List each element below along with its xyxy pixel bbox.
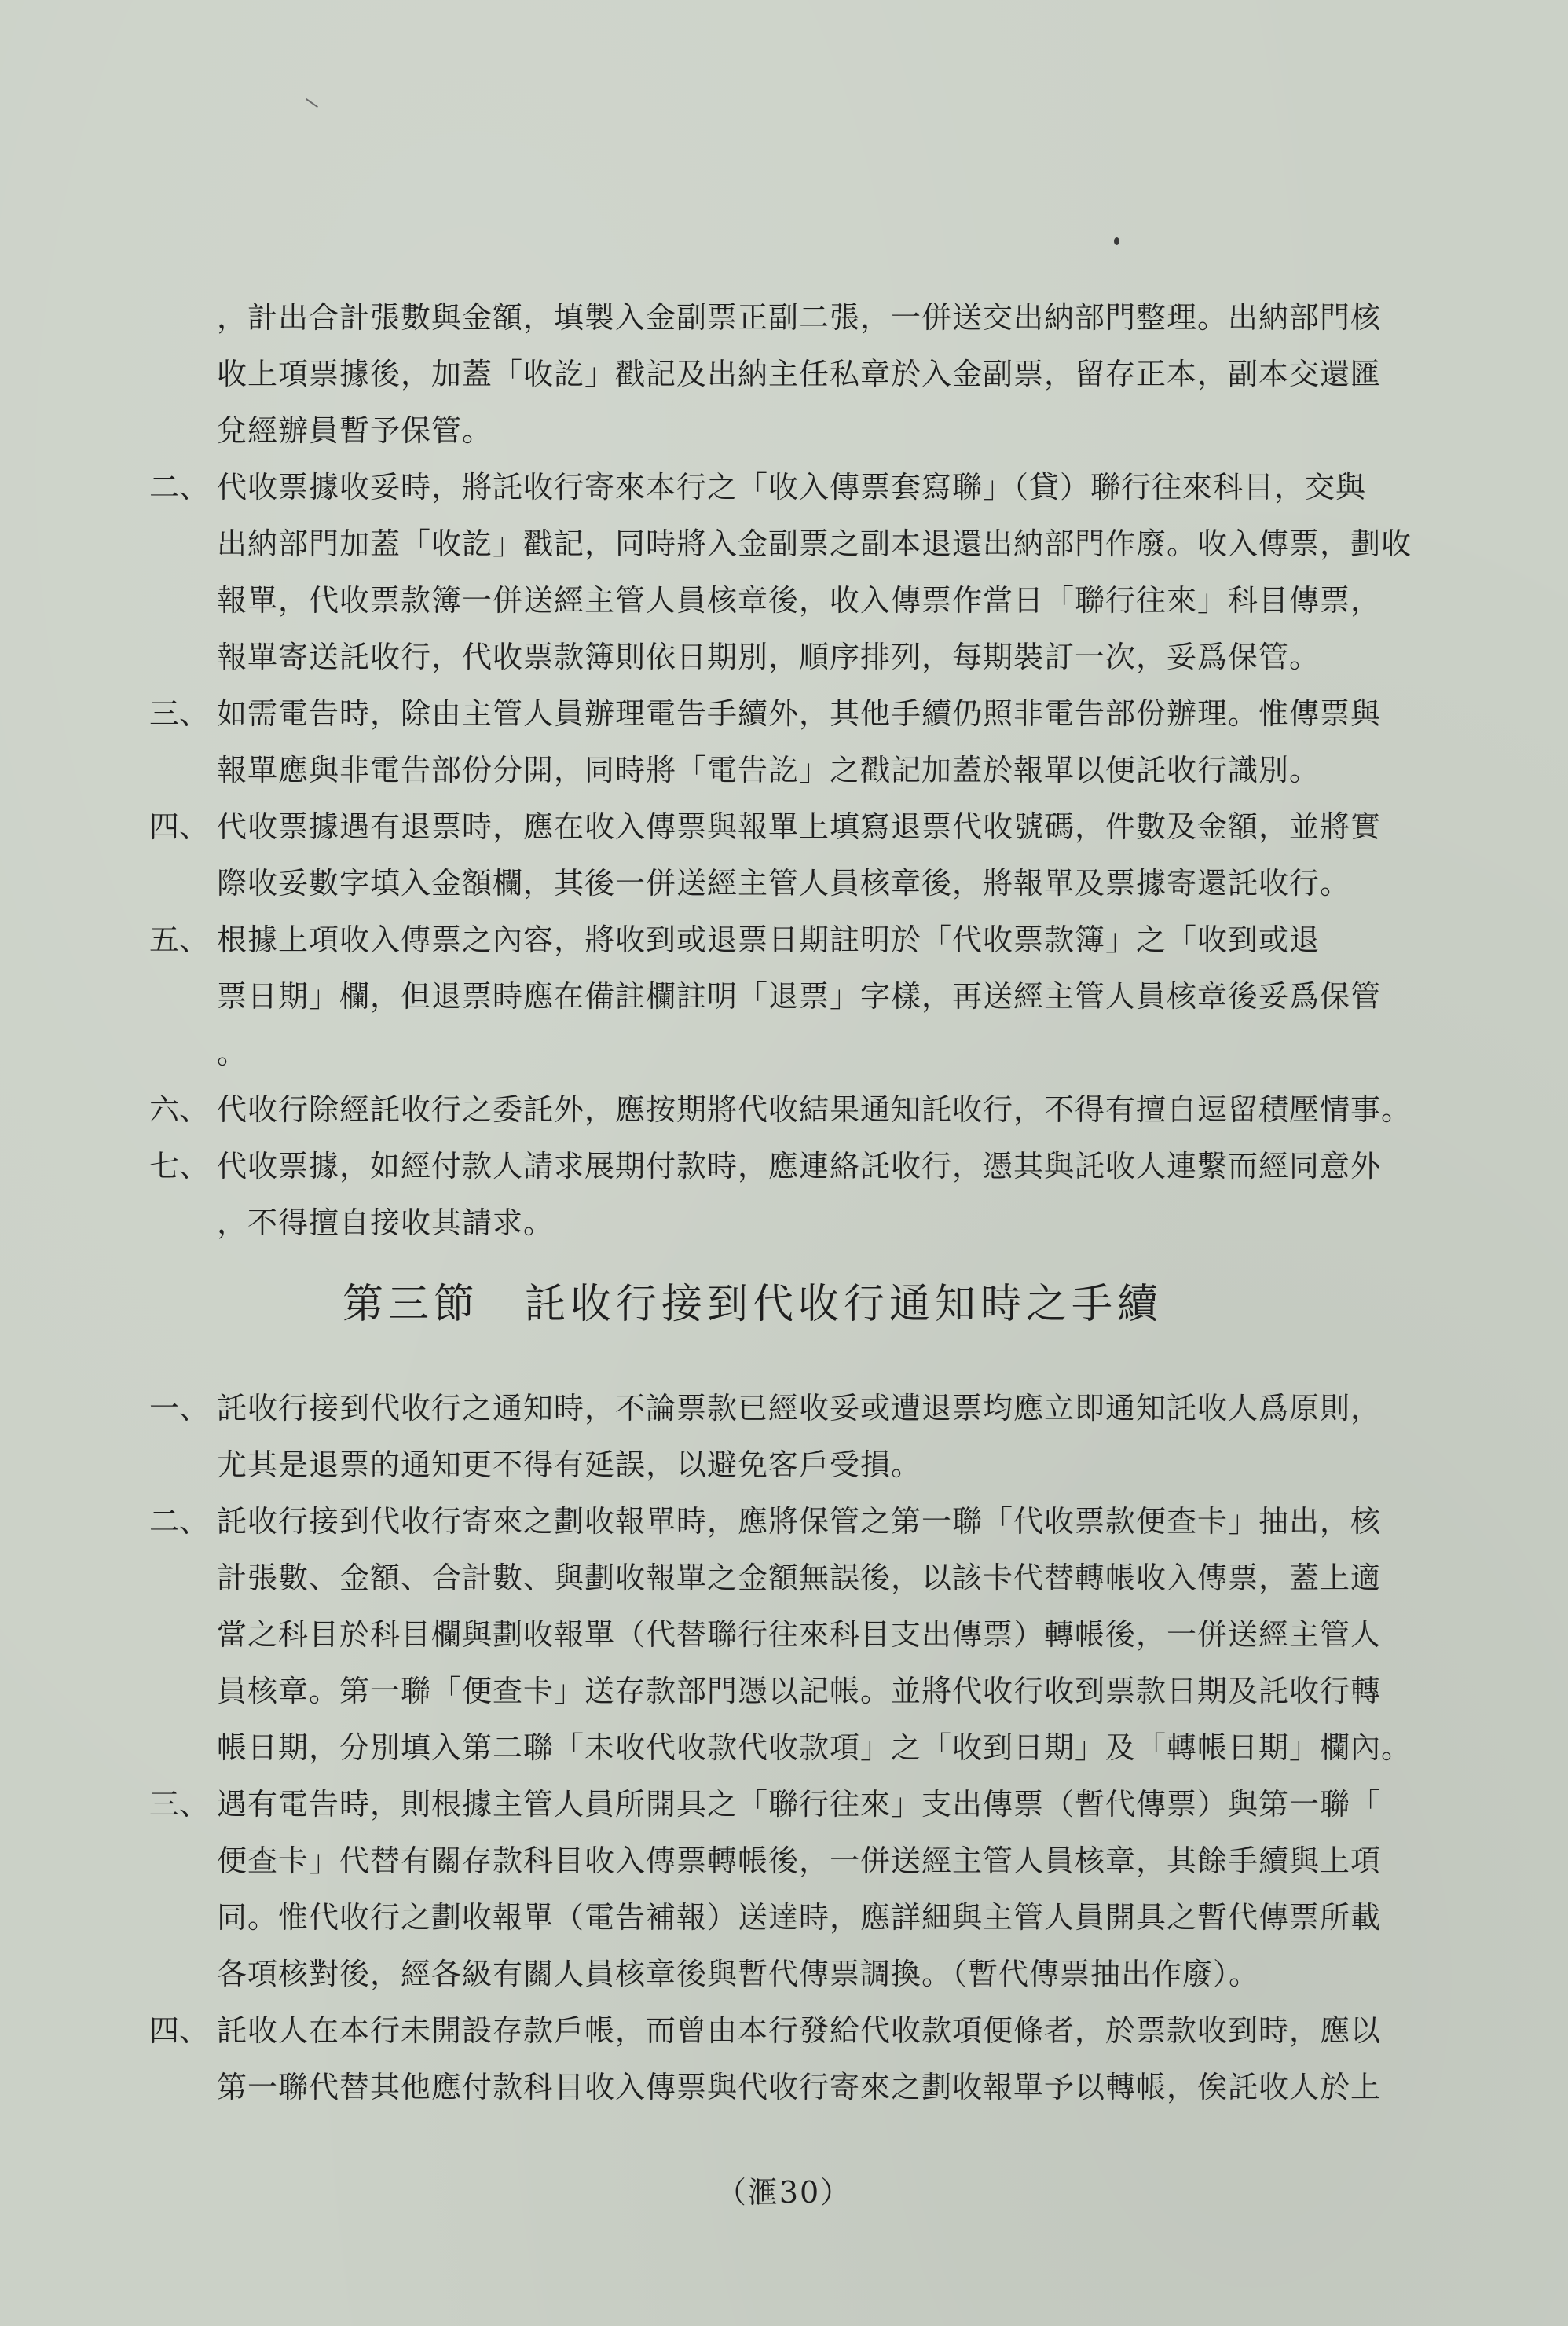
item-number: 六、 [149,1092,210,1127]
numbered-item [149,1138,1453,1251]
text-line: 際收妥數字填入金額欄，其後一併送經主管人員核章後，將報單及票據寄還託收行。 [217,866,1351,901]
text-line: 計張數、金額、合計數、與劃收報單之金額無誤後，以該卡代替轉帳收入傳票，蓋上適 [217,1561,1382,1595]
item-number: 三、 [149,1787,210,1822]
item-number: 二、 [149,1504,210,1539]
numbered-item [149,1081,1453,1138]
text-line: 託收行接到代收行之通知時，不論票款已經收妥或遭退票均應立即通知託收人爲原則， [217,1391,1382,1425]
section-three-items [149,1380,1453,2115]
text-line: 報單寄送託收行，代收票款簿則依日期別，順序排列，每期裝訂一次，妥爲保管。 [217,640,1321,674]
page-number: （滙30） [716,2175,852,2210]
page-body [149,289,1453,2115]
numbered-item [149,685,1453,798]
text-line: 代收票據收妥時，將託收行寄來本行之「收入傳票套寫聯」（貸）聯行往來科目，交與 [217,470,1367,504]
text-line: 。 [217,1036,248,1070]
text-line: 同。惟代收行之劃收報單（電告補報）送達時，應詳細與主管人員開具之暫代傳票所載 [217,1900,1382,1935]
text-line: 員核章。第一聯「便查卡」送存款部門憑以記帳。並將代收行收到票款日期及託收行轉 [217,1674,1382,1708]
text-line: 帳日期，分別填入第二聯「未收代收款代收款項」之「收到日期」及「轉帳日期」欄內。 [217,1730,1412,1765]
ink-speck [1114,237,1119,245]
text-line: 尤其是退票的通知更不得有延誤，以避免客戶受損。 [217,1447,922,1482]
section-number: 第三節 [343,1281,480,1328]
numbered-item [149,459,1453,685]
text-line: 票日期」欄，但退票時應在備註欄註明「退票」字樣，再送經主管人員核章後妥爲保管 [217,979,1382,1014]
item-number: 一、 [149,1391,210,1425]
text-line: 如需電告時，除由主管人員辦理電告手續外，其他手續仍照非電告部份辦理。惟傳票與 [217,696,1382,731]
numbered-item [149,912,1453,1081]
text-line: 各項核對後，經各級有關人員核章後與暫代傳票調換。（暫代傳票抽出作廢）。 [217,1957,1260,1991]
text-line: 根據上項收入傳票之內容，將收到或退票日期註明於「代收票款簿」之「收到或退 [217,923,1321,957]
item-number: 七、 [149,1149,210,1183]
text-line: 代收票據，如經付款人請求展期付款時，應連絡託收行，憑其與託收人連繫而經同意外 [217,1149,1382,1183]
text-line: 報單應與非電告部份分開，同時將「電告訖」之戳記加蓋於報單以便託收行識別。 [217,753,1321,787]
numbered-item [149,1493,1453,1776]
text-line: 第一聯代替其他應付款科目收入傳票與代收行寄來之劃收報單予以轉帳，俟託收人於上 [217,2070,1382,2104]
item-number: 五、 [149,923,210,957]
text-line: 兌經辦員暫予保管。 [217,413,493,448]
text-line: 託收人在本行未開設存款戶帳，而曾由本行發給代收款項便條者，於票款收到時，應以 [217,2013,1382,2048]
text-line: 遇有電告時，則根據主管人員所開具之「聯行往來」支出傳票（暫代傳票）與第一聯「 [217,1787,1382,1822]
item-number: 四、 [149,2013,210,2048]
numbered-item [149,798,1453,912]
text-line: 收上項票據後，加蓋「收訖」戳記及出納主任私章於入金副票，留存正本，副本交還匯 [217,357,1382,391]
numbered-item [149,1776,1453,2002]
text-line: 託收行接到代收行寄來之劃收報單時，應將保管之第一聯「代收票款便查卡」抽出，核 [217,1504,1382,1539]
text-line: 代收票據遇有退票時，應在收入傳票與報單上填寫退票代收號碼，件數及金額，並將實 [217,809,1382,844]
section-heading [149,1273,1453,1336]
numbered-item [149,289,1453,459]
item-number: 四、 [149,809,210,844]
text-line: 當之科目於科目欄與劃收報單（代替聯行往來科目支出傳票）轉帳後，一併送經主管人 [217,1617,1382,1652]
item-number: 二、 [149,470,210,504]
section-continued-items [149,289,1453,1251]
text-line: 便查卡」代替有關存款科目收入傳票轉帳後，一併送經主管人員核章，其餘手續與上項 [217,1844,1382,1878]
text-line: 報單，代收票款簿一併送經主管人員核章後，收入傳票作當日「聯行往來」科目傳票， [217,583,1382,618]
item-number: 三、 [149,696,210,731]
numbered-item [149,2002,1453,2115]
text-line: 代收行除經託收行之委託外，應按期將代收結果通知託收行，不得有擅自逗留積壓情事。 [217,1092,1412,1127]
numbered-item [149,1380,1453,1493]
paper-scratch [306,98,318,108]
text-line: ，不得擅自接收其請求。 [217,1205,555,1240]
section-title-text: 託收行接到代收行通知時之手續 [525,1281,1163,1328]
text-line: ，計出合計張數與金額，填製入金副票正副二張，一併送交出納部門整理。出納部門核 [217,300,1382,335]
text-line: 出納部門加蓋「收訖」戳記，同時將入金副票之副本退還出納部門作廢。收入傳票，劃收 [217,526,1412,561]
